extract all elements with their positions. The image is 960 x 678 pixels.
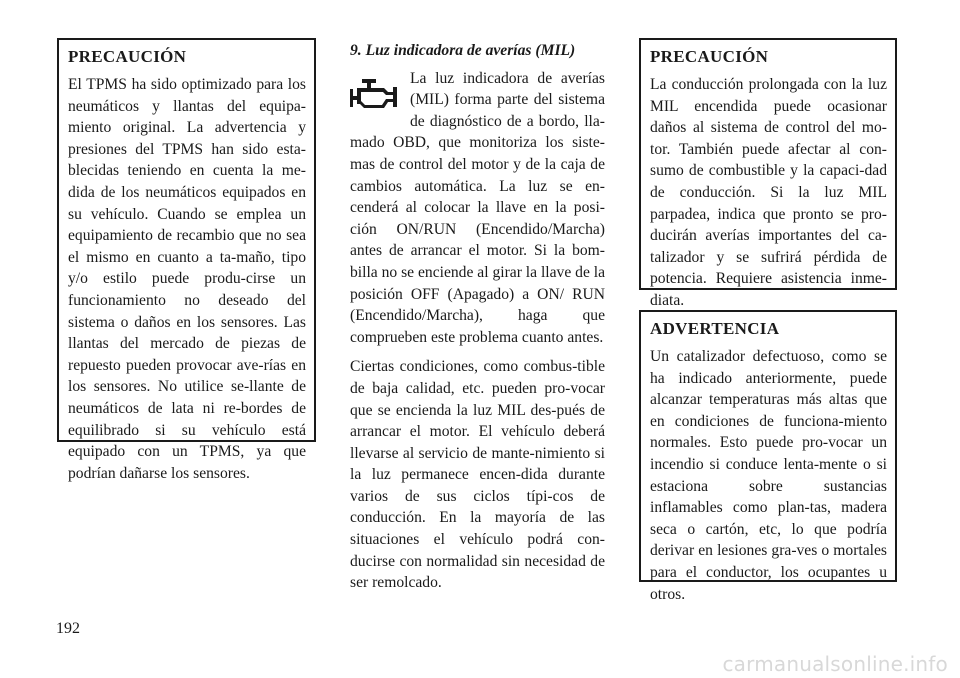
mil-paragraph-2: Ciertas condiciones, como combus-tible de baja calidad, etc. pueden pro-vocar que se encienda la luz MIL des-pués de arrancar el motor. El vehículo deberá llevarse al servicio de mante-nimiento si la luz permanece encen-dida durante varios de sus ciclos típi-cos de conducción. En la mayoría de las situaciones el vehículo podrá con-ducirse con normalidad sin necesidad de ser remolcado. (350, 358, 605, 592)
caution-box-mil (639, 38, 897, 309)
page-number: 192 (56, 620, 80, 637)
mil-paragraph-1: La luz indicadora de averías (MIL) forma parte del sistema de diagnóstico de a bordo, lla-mado OBD, que monitoriza los siste-mas de control del motor y de la caja de cambios automática. La luz se en-cenderá al colocar la llave en la posi-ción ON/RUN (Encendido/Marcha) antes de arrancar el motor. Si la bom-billa no se enciende al girar la llave de la posición OFF (Apagado) a ON/ RUN (Encendido/Marcha), haga que comprueben este problema cuanto antes. (350, 69, 606, 346)
section-heading: 9. Luz indicadora de averías (MIL) (350, 42, 576, 59)
caution-box-tpms (57, 38, 316, 482)
watermark: carmanualsonline.info (722, 652, 948, 676)
caution-text: El TPMS ha sido optimizado para los neumáticos y llantas del equipa-miento original. La advertencia y presiones del TPMS han sido esta-blecidas teniendo en cuenta la me-dida de los neumáticos equipados en su vehículo. Cuando se emplea un equipamiento de recambio que no sea el mismo en cuanto a ta-maño, tipo y/o estilo puede produ-cirse un funcionamiento no deseado del sistema o daños en los sensores. Las llantas del mercado de piezas de repuesto pueden provocar ave-rías en los sensores. No utilice se-llante de neumáticos de lata ni re-bordes de equilibrado si su vehículo está equipado con un TPMS, ya que podrían dañarse los sensores. (68, 76, 306, 482)
mil-section (350, 40, 605, 594)
caution-text: La conducción prolongada con la luz MIL encendida puede ocasionar daños al sistema de control del mo-tor. También puede afectar al con-sumo de combustible y la capaci-dad de conducción. Si la luz MIL parpadea, indica que pronto se pro-ducirán averías importantes del ca-talizador y se sufrirá pérdida de potencia. Requiere asistencia inme-diata. (650, 76, 887, 309)
caution-title: PRECAUCIÓN (650, 47, 769, 66)
caution-title: PRECAUCIÓN (68, 47, 187, 66)
warning-text: Un catalizador defectuoso, como se ha indicado anteriormente, puede alcanzar temperaturas más altas que en condiciones de funciona-miento normales. Esto puede pro-vocar un incendio si conduce lenta-mente o si estaciona sobre sustancias inflamables como plan-tas, madera seca o cartón, etc, lo que podría derivar en lesiones gra-ves o mortales para el conductor, los ocupantes u otros. (650, 348, 887, 603)
warning-title: ADVERTENCIA (650, 319, 780, 338)
mil-intro (350, 68, 605, 349)
check-engine-icon (350, 72, 400, 118)
warning-box-catalyst (639, 310, 897, 603)
